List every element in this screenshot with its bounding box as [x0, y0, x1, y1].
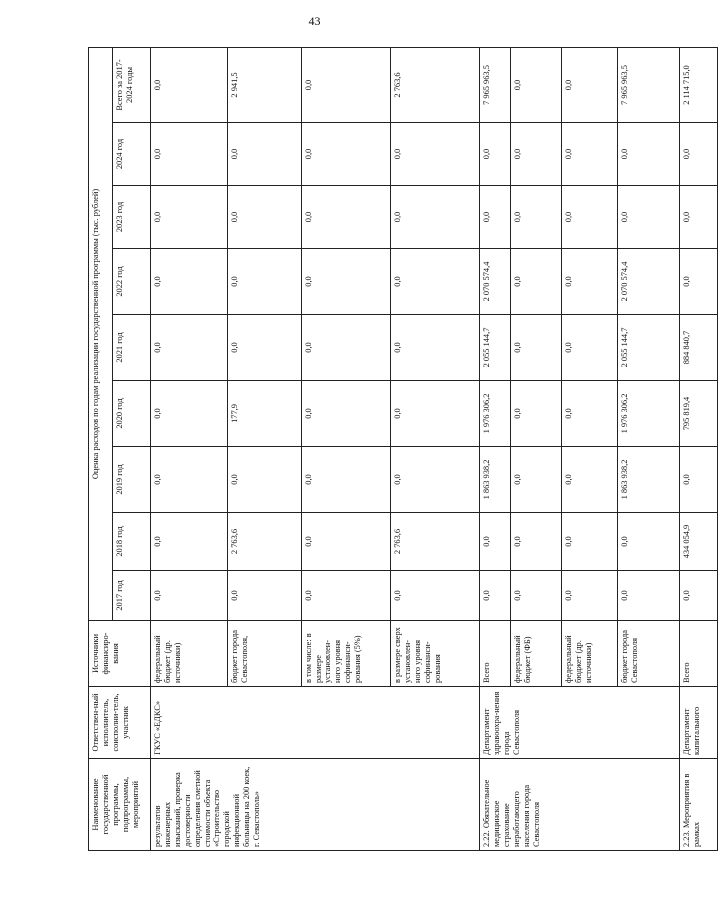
header-year: 2017 год — [113, 571, 151, 621]
cell-value: 2 763,6 — [391, 513, 480, 571]
cell-value: 2 070 574,4 — [618, 249, 679, 315]
header-year: 2023 год — [113, 186, 151, 249]
row-name: 2.23. Мероприятия в рамках — [679, 759, 717, 851]
cell-value: 0,0 — [562, 123, 618, 186]
cell-value: 0,0 — [679, 249, 717, 315]
header-responsible: Ответствен-ный исполнитель, соисполни-тель, участник — [89, 687, 151, 759]
header-year: 2018 год — [113, 513, 151, 571]
cell-total: 2 114 715,0 — [679, 47, 717, 122]
cell-value: 0,0 — [151, 249, 228, 315]
cell-value: 0,0 — [227, 315, 301, 381]
cell-value: 0,0 — [511, 571, 562, 621]
header-source: Источники финансиро-вания — [89, 621, 151, 687]
row-source: бюджет города Севастополя — [618, 621, 679, 687]
cell-value: 795 819,4 — [679, 381, 717, 447]
cell-total: 7 965 963,5 — [618, 47, 679, 122]
cell-value: 1 976 306,2 — [480, 381, 511, 447]
header-year: 2022 год — [113, 249, 151, 315]
cell-value: 0,0 — [618, 123, 679, 186]
cell-value: 0,0 — [301, 381, 390, 447]
cell-value: 0,0 — [151, 571, 228, 621]
header-year: 2020 год — [113, 381, 151, 447]
cell-total: 0,0 — [151, 47, 228, 122]
header-year-total: Всего за 2017-2024 годы — [113, 47, 151, 122]
cell-value: 0,0 — [151, 381, 228, 447]
cell-value: 1 863 938,2 — [480, 447, 511, 513]
cell-value: 2 763,6 — [227, 513, 301, 571]
cell-value: 0,0 — [301, 571, 390, 621]
row-source: бюджет города Севастополя, — [227, 621, 301, 687]
row-responsible: ГКУС «ЕДКС» — [151, 687, 480, 759]
cell-value: 0,0 — [480, 513, 511, 571]
cell-value: 0,0 — [151, 186, 228, 249]
cell-total: 2 763,6 — [391, 47, 480, 122]
cell-value: 0,0 — [511, 315, 562, 381]
cell-value: 0,0 — [562, 447, 618, 513]
cell-value: 0,0 — [562, 513, 618, 571]
cell-value: 0,0 — [227, 249, 301, 315]
page-number: 43 — [308, 14, 321, 28]
cell-value: 0,0 — [391, 381, 480, 447]
cell-value: 0,0 — [511, 447, 562, 513]
budget-table — [88, 47, 718, 851]
cell-value: 0,0 — [480, 186, 511, 249]
cell-value: 0,0 — [511, 123, 562, 186]
cell-value: 0,0 — [301, 513, 390, 571]
table-row — [151, 47, 228, 850]
cell-value: 0,0 — [511, 381, 562, 447]
cell-value: 0,0 — [618, 571, 679, 621]
cell-value: 0,0 — [227, 123, 301, 186]
row-source: федеральный бюджет (др. источники) — [562, 621, 618, 687]
cell-value: 0,0 — [391, 447, 480, 513]
cell-value: 0,0 — [151, 513, 228, 571]
cell-value: 2 055 144,7 — [480, 315, 511, 381]
row-source: в том числе: в размере установлен-ного уровня софинанси-рования (5%) — [301, 621, 390, 687]
header-year: 2021 год — [113, 315, 151, 381]
cell-value: 1 863 938,2 — [618, 447, 679, 513]
cell-value: 0,0 — [679, 123, 717, 186]
row-name: результатов инженерных изысканий, проверка достоверности определения сметной стоимости объекта «Строительство городской инфекционной больницы на 200 коек, г. Севастополь» — [151, 759, 480, 851]
cell-value: 177,9 — [227, 381, 301, 447]
cell-value: 0,0 — [679, 186, 717, 249]
cell-value: 0,0 — [391, 571, 480, 621]
cell-value: 0,0 — [301, 447, 390, 513]
row-name: 2.22. Обязательное медицинское страхование неработающего населения города Севастополя — [480, 759, 679, 851]
cell-value: 1 976 306,2 — [618, 381, 679, 447]
cell-value: 0,0 — [562, 315, 618, 381]
cell-value: 0,0 — [391, 249, 480, 315]
row-source: в размере сверх установлен-ного уровня софинанси-рования — [391, 621, 480, 687]
row-source: Всего — [679, 621, 717, 687]
cell-value: 0,0 — [562, 186, 618, 249]
cell-value: 0,0 — [151, 447, 228, 513]
cell-value: 0,0 — [391, 315, 480, 381]
row-source: федеральный бюджет (др. источники) — [151, 621, 228, 687]
cell-value: 434 054,9 — [679, 513, 717, 571]
cell-value: 0,0 — [301, 123, 390, 186]
rotated-table-container — [88, 48, 718, 851]
cell-value: 0,0 — [301, 186, 390, 249]
cell-value: 0,0 — [511, 186, 562, 249]
header-estimate: Оценка расходов по годам реализации государственной программы (тыс. рублей) — [89, 47, 113, 620]
row-source: Всего — [480, 621, 511, 687]
cell-value: 0,0 — [480, 123, 511, 186]
cell-value: 0,0 — [562, 249, 618, 315]
cell-value: 0,0 — [227, 571, 301, 621]
cell-value: 2 070 574,4 — [480, 249, 511, 315]
cell-value: 0,0 — [511, 513, 562, 571]
cell-total: 0,0 — [562, 47, 618, 122]
cell-total: 0,0 — [511, 47, 562, 122]
cell-value: 884 840,7 — [679, 315, 717, 381]
cell-value: 0,0 — [562, 571, 618, 621]
cell-total: 2 941,5 — [227, 47, 301, 122]
cell-value: 0,0 — [511, 249, 562, 315]
cell-value: 0,0 — [227, 447, 301, 513]
row-responsible: Департамент капитального — [679, 687, 717, 759]
table-row — [480, 47, 511, 850]
row-responsible: Департамент здравоохра-нения города Севастополя — [480, 687, 679, 759]
cell-total: 7 965 963,5 — [480, 47, 511, 122]
cell-value: 0,0 — [151, 123, 228, 186]
cell-value: 2 055 144,7 — [618, 315, 679, 381]
cell-value: 0,0 — [391, 186, 480, 249]
header-year: 2024 год — [113, 123, 151, 186]
header-year: 2019 год — [113, 447, 151, 513]
cell-value: 0,0 — [227, 186, 301, 249]
table-row — [679, 47, 717, 850]
cell-value: 0,0 — [679, 447, 717, 513]
row-source: федеральный бюджет (ФБ) — [511, 621, 562, 687]
cell-value: 0,0 — [301, 249, 390, 315]
cell-value: 0,0 — [151, 315, 228, 381]
cell-value: 0,0 — [562, 381, 618, 447]
cell-total: 0,0 — [301, 47, 390, 122]
cell-value: 0,0 — [618, 186, 679, 249]
header-name: Наименование государственной программы, подпрограммы, мероприятий — [89, 759, 151, 851]
cell-value: 0,0 — [391, 123, 480, 186]
cell-value: 0,0 — [480, 571, 511, 621]
cell-value: 0,0 — [301, 315, 390, 381]
cell-value: 0,0 — [618, 513, 679, 571]
cell-value: 0,0 — [679, 571, 717, 621]
